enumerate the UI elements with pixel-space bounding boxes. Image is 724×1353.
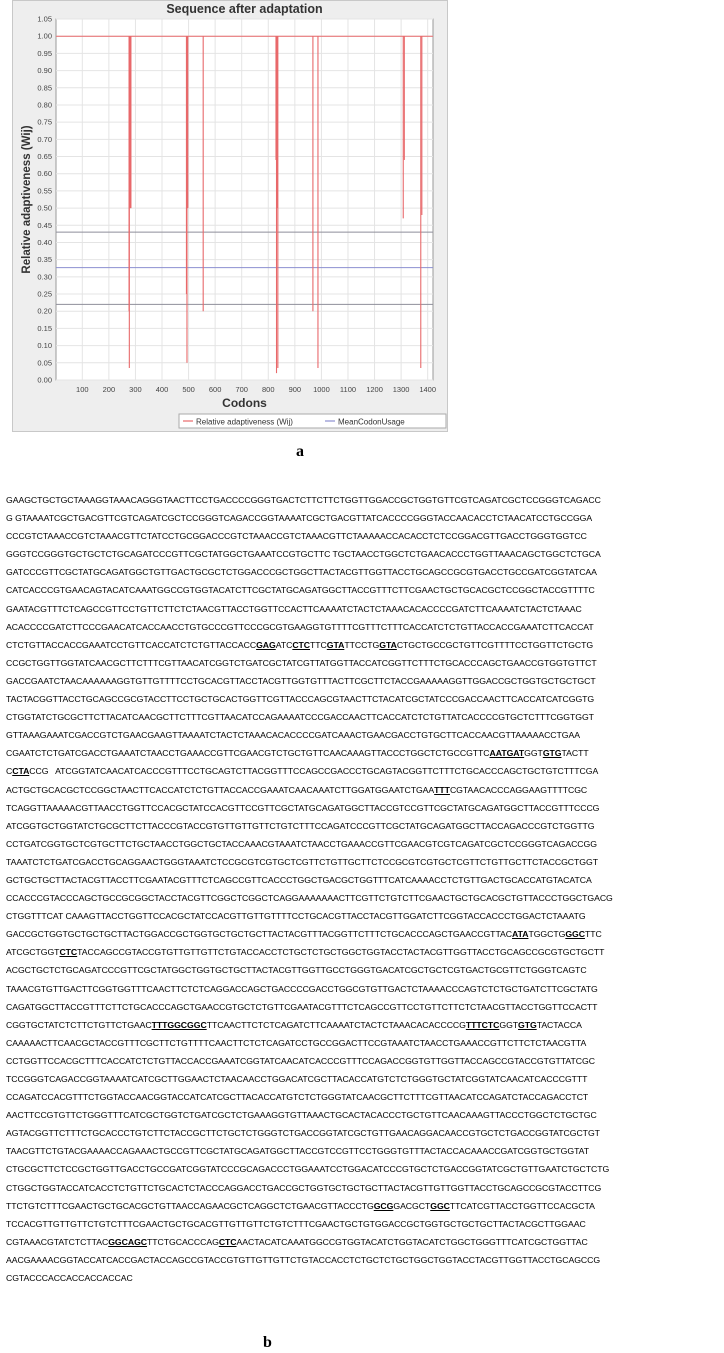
sequence-segment: ACGCTGCTCTGCAGATCCCGTTCGCTATGGCTGGTGCTGCTTACTACGTTGGTTGCCTGGGTGACATCGCTGCTCGTGACTGCGTTCTGGGTCAGTC <box>6 965 587 976</box>
sequence-segment: AGTACGGTTCTTTCTGCACCCTGTCTTCTACCGCTTCTGCTCTGGGTCTGACCGGTATCGCTGTTGAACAGGACAACCGTGCTCTGACCGGTATCGCTGT <box>6 1128 600 1139</box>
sequence-line <box>6 1197 718 1215</box>
sequence-line <box>6 1179 718 1197</box>
sequence-segment: CCAGATCCACGTTTCTGGTACCAACGGTACCATCATCGCTTACACCATGTCTCTGGGTATCAACGCTTCTTTCGTTAACATCCAGATCTACCAGACCTCT <box>6 1092 589 1103</box>
y-tick-label: 0.15 <box>37 323 52 333</box>
sequence-segment: CCACCCGTACCCAGCTGCCGCGGCTACCTACGTTCGGCTCGGCTCAGGAAAAAAACTTCGTTCTGTCTTCGAACTGCTGCACGCTGTTACCCTGGCTGACG <box>6 893 613 904</box>
highlighted-codon: GCG <box>373 1200 394 1211</box>
sequence-segment: CCGCTGGTTGGTATCAACGCTTCTTTCGTTAACATCGGTCTGATCGCTATCGTTATGGTTACCATCGGTTCTTTCTGCACCCAGCTGAACCGTGGTGTTCT <box>6 657 597 668</box>
sequence-segment: CGAATCTCTGATCGACCTGAAATCTAACCTGAAACCGTTCGAACGTCTGCTGTTCAACAAAGTTACCCTGGCTCTGCCGTTC <box>6 748 490 759</box>
sequence-line <box>6 1233 718 1251</box>
highlighted-codon: GTG <box>518 1019 537 1030</box>
sequence-segment: TACCAGCCGTACCGTGTTGTTGTTCTGTACCACCTCTGCTCTGCTGGCTGGTACCTACTACGTTGGTTACCTGCAGCCGCGTGCTGCTT <box>77 947 605 958</box>
sequence-segment: TTCATCGTTACCTGGTTCCACGCTA <box>449 1200 595 1211</box>
sequence-segment: TAACGTTCTGTACGAAAACCAGAAACTGCCGTTCGCTATGCAGATGGCTTACCGTCCGTTCCTGGGTGTTTACTACCACAAACCGATCGGTGCTGGTAT <box>6 1146 590 1157</box>
legend-label-mean: MeanCodonUsage <box>338 417 405 427</box>
sequence-segment: ATCGCTGGT <box>6 947 60 958</box>
sequence-segment: GAAGCTGCTGCTAAAGGTAAACAGGGTAACTTCCTGACCCCGGGTGACTCTTCTTCTGGTTGGACCGCTGGTGTTCGTCAGATCGCTCCGGGTCAGACC <box>6 495 601 505</box>
sequence-segment: TAAACGTGTTGACTTCGGTGGTTTCAACTTCTCTCAGGACCAGCTGACCCCGACCTGGCGTGTTGACTCTAAAACCCAGTCTCTGCTGATCTTCGCTATG <box>6 983 598 994</box>
sequence-segment: CAGATGGCTTACCGTTTCTTCTGCACCCAGCTGAACCGTGCTCTGTTCGAATACGTTTCTCAGCCGTTCCTGTTCTTCTCTAACGTTACCTGGTTCCACTT <box>6 1001 598 1012</box>
x-tick-label: 1000 <box>313 385 330 394</box>
sequence-segment: ATCGGTGCTGGTATCTGCGCTTCTTACCCGTACCGTGTTGTTGTTCTGTCTTTCCAGATCCCGTTCGCTATGCAGATGGCTTACCAGACCCGTCTGGTTG <box>6 820 595 831</box>
sequence-segment: GGGTCCGGGTGCTGCTCTGCAGATCCCGTTCGCTATGGCTGAAATCCGTGCTTC TGCTAACCTGGCTCTGAACACCCTGGTTAAACAGCTGGCTCTGCA <box>6 549 601 560</box>
sequence-line <box>6 563 718 581</box>
y-tick-label: 0.65 <box>37 152 52 162</box>
highlighted-codon: ATA <box>512 929 529 940</box>
y-tick-label: 0.80 <box>37 100 52 110</box>
dna-sequence <box>6 491 718 1287</box>
sequence-line <box>6 799 718 817</box>
y-tick-label: 1.05 <box>37 14 52 24</box>
sequence-segment: TACTT <box>561 748 589 759</box>
x-tick-label: 600 <box>208 385 222 394</box>
y-tick-label: 0.60 <box>37 169 52 179</box>
sequence-line <box>6 600 718 618</box>
x-tick-label: 100 <box>76 385 89 394</box>
sequence-segment: ACTGCTGCACGCTCCGGCTAACTTCACCATCTCTGTTACCACCGAAATCAACAAATCTTGGATGGAATCTGAA <box>6 784 435 795</box>
highlighted-codon: GTG <box>542 748 562 759</box>
sequence-line <box>6 509 718 527</box>
sequence-line <box>6 1269 718 1287</box>
sequence-line <box>6 925 718 943</box>
sequence-segment: CCTGATCGGTGCTCGTGCTTCTGCTAACCTGGCTGCTACCAAACGTAAATCTAACCTGAAACCGTTCGAACGTCGTCAGATCGCTCCGGGTCAGACCGG <box>6 838 597 849</box>
highlighted-codon: GTA <box>326 639 345 650</box>
sequence-line <box>6 961 718 979</box>
plot-area <box>56 19 433 380</box>
caption-b: b <box>263 1334 272 1351</box>
sequence-segment: ATC <box>275 639 293 650</box>
sequence-segment: GACCGAATCTAACAAAAAAGGTGTTGTTTTCCTGCACGTTACCTACGTTGGTGTTTACTTCGCTTCTACCGAAAAAGGTTGGACCGCTGGTGCTGCTGCT <box>6 675 596 686</box>
x-tick-label: 1100 <box>339 385 357 394</box>
sequence-line <box>6 1034 718 1052</box>
sequence-line <box>6 1142 718 1160</box>
sequence-segment: AACGAAAACGGTACCATCACCGACTACCAGCCGTACCGTGTTGTTGTTCTGTACCACCTCTGCTCTGCTGGCTGGTACCTACGTTGGTTACCTGCAGCCG <box>6 1254 601 1265</box>
y-tick-label: 0.30 <box>37 272 52 282</box>
sequence-segment: CCTGGTTCCACGCTTTCACCATCTCTGTTACCACCGAAATCGGTATCAACATCACCCGTTTCCAGACCGGTGTTGGTTACCAGCCGTACCGTGTTATCGC <box>6 1055 595 1066</box>
sequence-segment: CGTACCCACCACCACCACCAC <box>6 1273 133 1284</box>
sequence-line <box>6 527 718 545</box>
sequence-line <box>6 1251 718 1269</box>
sequence-segment: CTGGCTGGTACCATCACCTCTGTTCTGCACTCTACCCAGGACCTGACCGCTGGTGCTGCTGCTTACTACGTTGTTGGTTACCTGCAGCCGCGTACCTTCG <box>6 1182 602 1193</box>
highlighted-codon: CTA <box>12 766 30 777</box>
legend <box>179 414 446 428</box>
x-tick-label: 1300 <box>392 385 410 394</box>
sequence-segment: GGT <box>499 1019 519 1030</box>
sequence-line <box>6 889 718 907</box>
highlighted-codon: TTT <box>434 784 450 795</box>
sequence-segment: AACTACATCAAATGGCCGTGGTACATCTGGTACATCTGGCTGGGTTTCATCGCTGGTTAC <box>236 1236 588 1247</box>
sequence-segment: GGT <box>524 748 543 759</box>
sequence-line <box>6 581 718 599</box>
sequence-line <box>6 835 718 853</box>
y-tick-label: 0.85 <box>37 83 52 93</box>
sequence-segment: ACACCCCGATCTTCCCGAACATCACCAACCTGTGCCCGTTCCCGCGTGAAGGTGTTTTCGTTTCTTTCACCATCTCTGTTACCACCGAAATCTTCACCAT <box>6 621 594 632</box>
sequence-line <box>6 744 718 762</box>
x-tick-label: 400 <box>155 385 169 394</box>
sequence-line <box>6 1215 718 1233</box>
highlighted-codon: GAG <box>256 639 276 650</box>
sequence-segment: CTGCTGCCGCTGTTCGTTTTCCTGGTTCTGCTG <box>396 639 594 650</box>
x-tick-label: 800 <box>262 385 275 394</box>
sequence-line <box>6 762 718 780</box>
sequence-segment: GCTGCTGCTTACTACGTTACCTTCGAATACGTTTCTCAGCCGTTCACCCTGGCTGACGCTGGTTTCATCAAAACCTCTGTTGACTGCACCATGTACATCA <box>6 874 592 885</box>
highlighted-codon: CTC <box>59 947 78 958</box>
y-tick-label: 0.20 <box>37 306 52 316</box>
sequence-line <box>6 545 718 563</box>
sequence-segment: TACTACGGTTACCTGCAGCCGCGTACCTTCCTGCTGCACTGGTTCGTTACCCAGCGTAACTTCTACATCGCTATCCCGACCAACTTCACCATCATCGGTG <box>6 694 595 705</box>
x-tick-label: 700 <box>235 385 248 394</box>
y-tick-label: 0.75 <box>37 117 52 127</box>
y-tick-label: 0.70 <box>37 134 52 144</box>
sequence-segment: C <box>6 766 13 777</box>
sequence-line <box>6 998 718 1016</box>
sequence-line <box>6 636 718 654</box>
y-tick-label: 0.00 <box>37 375 52 385</box>
sequence-segment: TTCAACTTCTCTCAGATCTTCAAAATCTACTCTAAACACACCCCG <box>206 1019 466 1030</box>
sequence-segment: CGTAAACGTATCTCTTAC <box>6 1236 109 1247</box>
sequence-line <box>6 943 718 961</box>
sequence-segment: TAAATCTCTGATCGACCTGCAGGAACTGGGTAAATCTCCGCGTCGTGCTCGTTCTGTTGCTTCTCCGCGTCGTGCTCGTTCTGTTGCTTCTACCGCTGGT <box>6 856 598 867</box>
x-tick-label: 1200 <box>366 385 383 394</box>
sequence-segment: CAAAAACTTCAACGCTACCGTTTCGCTTCTGTTTTCAACTTCTCTCAGATCCTGCCGGACTTCCGTAAATCTAACCTGAAACCGTTCTTCTCTAACGTTA <box>6 1037 587 1048</box>
highlighted-codon: TTTCTC <box>465 1019 500 1030</box>
y-tick-label: 0.55 <box>37 186 52 196</box>
sequence-line <box>6 690 718 708</box>
sequence-segment: TGGCTG <box>528 929 566 940</box>
highlighted-codon: GGC <box>430 1200 450 1211</box>
sequence-segment: CGTAACACCCAGGAAGTTTTCGC <box>449 784 588 795</box>
sequence-line <box>6 1016 718 1034</box>
y-tick-label: 0.45 <box>37 220 52 230</box>
y-tick-label: 0.50 <box>37 203 52 213</box>
sequence-line <box>6 491 718 509</box>
highlighted-codon: AATGAT <box>489 748 525 759</box>
sequence-line <box>6 1106 718 1124</box>
sequence-segment: AACTTCCGTGTTCTGGGTTTCATCGCTGGTCTGATCGCTCTGAAAGGTGTTAAACTGCACTACACCCTGCTGTTCAACAAAGTTACCCTGGCTCTGCTGC <box>6 1110 597 1121</box>
sequence-line <box>6 726 718 744</box>
sequence-segment: TTC <box>310 639 327 650</box>
sequence-segment: TTCTGCACCCAG <box>147 1236 219 1247</box>
sequence-line <box>6 817 718 835</box>
sequence-segment: CTGCGCTTCTCCGCTGGTTGACCTGCCGATCGGTATCCCGCAGACCCTGGAAATCCTGGACATCCCGTGCTCTGACCGGTATCGCTGTTGAATCTGCTCTG <box>6 1164 610 1175</box>
sequence-segment: GTTAAAGAAATCGACCGTCTGAACGAAGTTAAAATCTACTCTAAACACACCCCGATCAAACTGAACGACCTGTGCTTCACCAACGTTAAAAACCTGAA <box>6 730 580 741</box>
chart-svg <box>12 0 448 432</box>
sequence-segment: TCAGGTTAAAAACGTTAACCTGGTTCCACGCTATCCACGTTCCGTTCGCTATGCAGATGGCTTACCGTCCGTTCGCTATGCAGATGGCTTACCGTTTCCCG <box>6 802 600 813</box>
y-tick-label: 0.90 <box>37 66 52 76</box>
y-axis-label: Relative adaptiveness (Wij) <box>21 125 33 274</box>
sequence-line <box>6 781 718 799</box>
y-tick-label: 0.35 <box>37 255 52 265</box>
sequence-segment: TACTACCA <box>536 1019 582 1030</box>
x-tick-label: 500 <box>182 385 195 394</box>
sequence-line <box>6 853 718 871</box>
sequence-segment: GATCCCGTTCGCTATGCAGATGGCTGTTGACTGCGCTCTGGACCCGCTGGCTTACTACGTTGGTTACCTGCAGCCGCGTGACCTGCCGATCGGTATCAA <box>6 567 597 578</box>
sequence-line <box>6 907 718 925</box>
x-tick-label: 300 <box>129 385 142 394</box>
sequence-line <box>6 708 718 726</box>
sequence-line <box>6 672 718 690</box>
sequence-line <box>6 980 718 998</box>
y-tick-label: 0.05 <box>37 358 52 368</box>
highlighted-codon: GTA <box>379 639 397 650</box>
y-tick-label: 0.25 <box>37 289 52 299</box>
sequence-segment: CCG ATCGGTATCAACATCACCCGTTTCCTGCAGTCTTACGGTTTCCAGCCGACCCTGCAGTACGGTTCTTTCTGCACCCAGCTGCTGTCTTTCGA <box>29 766 599 777</box>
sequence-line <box>6 1160 718 1178</box>
sequence-line <box>6 618 718 636</box>
y-tick-label: 1.00 <box>37 31 52 41</box>
sequence-segment: TTC <box>584 929 602 940</box>
sequence-line <box>6 1070 718 1088</box>
x-tick-label: 200 <box>102 385 116 394</box>
sequence-segment: GACCGCTGGTGCTGCTGCTTACTGGACCGCTGGTGCTGCTGCTTACTACGTTTACGGTTCTTTCTGCACCCAGCTGAACCGTTAC <box>6 929 513 940</box>
sequence-segment: TCCACGTTGTTGTTCTGTCTTTCGAACTGCTGCACGTTGTTGTTCTGTCTTTCGAACTGCTGTGGACCGCTGGTGCTGCTGCTTACTACGCTTGGAAC <box>6 1218 586 1229</box>
legend-label-wij: Relative adaptiveness (Wij) <box>196 417 293 427</box>
sequence-segment: TTCCTG <box>344 639 380 650</box>
chart-panel <box>12 0 448 432</box>
y-tick-label: 0.10 <box>37 341 52 351</box>
highlighted-codon: GGCAGC <box>108 1236 148 1247</box>
sequence-line <box>6 1124 718 1142</box>
sequence-segment: CTGGTTTCAT CAAAGTTACCTGGTTCCACGCTATCCACGTTGTTGTTTTCCTGCACGTTACCTACGTTGGATCTTCGGTACCACCCTGGACTCTAAATG <box>6 911 586 922</box>
chart-title: Sequence after adaptation <box>166 2 323 16</box>
y-tick-label: 0.40 <box>37 237 52 247</box>
sequence-segment: CCCGTCTAAACCGTCTAAACGTTCTATCCTGCGGACCCGTCTAAACCGTCTAAACGTTCTAAAAACCACACCTCTCCGGACGTTGACCTGGGTGGTCC <box>6 531 587 542</box>
highlighted-codon: CTC <box>292 639 311 650</box>
sequence-segment: TTCTGTCTTTCGAACTGCTGCACGCTGTTAACCAGAACGCTCAGGCTCTGAACGTTACCCTG <box>6 1200 374 1211</box>
sequence-segment: GACGCT <box>393 1200 431 1211</box>
sequence-line <box>6 1088 718 1106</box>
sequence-segment: CATCACCCGTGAACAGTACATCAAATGGCCGTGGTACATCTTCGCTATGCAGATGGCTTACCGTTTCTTCGAACTGCTGCACGCTCCGGCTACCGTTTTC <box>6 585 595 596</box>
sequence-line <box>6 871 718 889</box>
highlighted-codon: CTC <box>218 1236 237 1247</box>
x-tick-label: 1400 <box>419 385 437 394</box>
sequence-line <box>6 1052 718 1070</box>
sequence-segment: G GTAAAATCGCTGACGTTCGTCAGATCGCTCCGGGTCAGACCGGTAAAATCGCTGACGTTATCACCCCGGGTACCAACACCTCTAACATCCTGCCGGA <box>6 513 593 524</box>
y-tick-label: 0.95 <box>37 48 52 58</box>
sequence-segment: GAATACGTTTCTCAGCCGTTCCTGTTCTTCTCTAACGTTACCTGGTTCCACTTCAAAATCTACTCTAAACACACCCCGATCTTCAAAATCTACTCTAAAC <box>6 603 582 614</box>
sequence-segment: CTGGTATCTGCGCTTCTTACATCAACGCTTCTTTCGTTAACATCCAGAAAATCCCGACCAACTTCACCATCTCTGTTATCACCCCGTGCTCTTTCGGTGGT <box>6 712 594 723</box>
x-axis-label: Codons <box>222 396 267 410</box>
sequence-segment: TCCGGGTCAGACCGGTAAAATCATCGCTTGGAACTCTAACAACCTGGACATCGCTTACACCATGTCTCTGGGTGCTATCGGTATCAACATCACCCGTTT <box>6 1074 588 1084</box>
sequence-segment: CTCTGTTACCACCGAAATCCTGTTCACCATCTCTGTTACCACC <box>6 639 257 650</box>
x-tick-label: 900 <box>288 385 302 394</box>
highlighted-codon: GGC <box>565 929 585 940</box>
sequence-segment: CGGTGCTATCTCTTCTGTTCTGAAC <box>6 1019 152 1030</box>
caption-a: a <box>296 443 304 460</box>
highlighted-codon: TTTGGCGGC <box>151 1019 207 1030</box>
sequence-line <box>6 654 718 672</box>
